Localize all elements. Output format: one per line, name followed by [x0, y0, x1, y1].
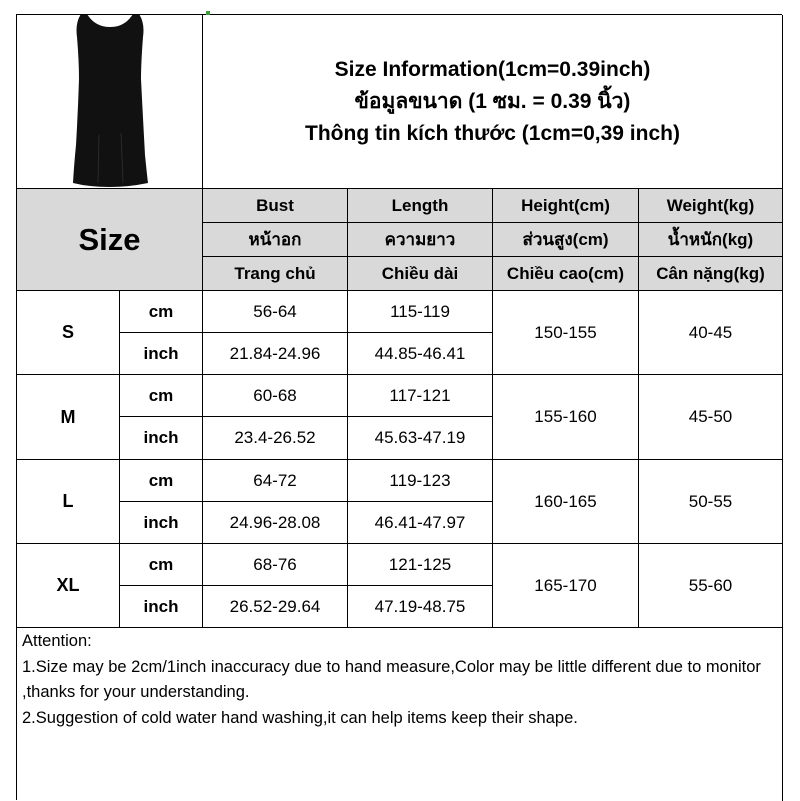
length-inch-l: 46.41-47.97: [348, 502, 493, 544]
size-label-xl: XL: [17, 544, 120, 628]
black-dress-icon: [17, 15, 203, 189]
col-height-en: Height(cm): [493, 189, 639, 223]
unit-cm-xl: cm: [120, 544, 203, 586]
weight-xl: 55-60: [639, 544, 783, 628]
unit-inch-xl: inch: [120, 586, 203, 628]
bust-cm-s: 56-64: [203, 291, 348, 333]
col-weight-en: Weight(kg): [639, 189, 783, 223]
attention-heading: Attention:: [22, 632, 92, 650]
col-length-th: ความยาว: [348, 223, 493, 257]
length-inch-s: 44.85-46.41: [348, 333, 493, 375]
col-bust-th: หน้าอก: [203, 223, 348, 257]
weight-l: 50-55: [639, 460, 783, 544]
height-xl: 165-170: [493, 544, 639, 628]
title-vietnamese: Thông tin kích thước (1cm=0,39 inch): [305, 121, 680, 145]
bust-inch-l: 24.96-28.08: [203, 502, 348, 544]
title-english: Size Information(1cm=0.39inch): [334, 57, 651, 81]
attention-line-2: 2.Suggestion of cold water hand washing,it can help items keep their shape.: [22, 708, 578, 727]
col-weight-th: น้ำหนัก(kg): [639, 223, 783, 257]
col-length-vi: Chiều dài: [348, 257, 493, 291]
attention-line-1: 1.Size may be 2cm/1inch inaccuracy due to hand measure,Color may be little different due to monitor ,thanks for your understanding.: [22, 657, 761, 701]
size-chart: [16, 14, 782, 800]
unit-inch-s: inch: [120, 333, 203, 375]
weight-m: 45-50: [639, 375, 783, 460]
bust-inch-xl: 26.52-29.64: [203, 586, 348, 628]
length-cm-l: 119-123: [348, 460, 493, 502]
title-thai: ข้อมูลขนาด (1 ซม. = 0.39 นิ้ว): [354, 89, 631, 113]
unit-inch-l: inch: [120, 502, 203, 544]
col-bust-vi: Trang chủ: [203, 257, 348, 291]
bust-cm-l: 64-72: [203, 460, 348, 502]
bust-inch-m: 23.4-26.52: [203, 417, 348, 460]
bust-cm-xl: 68-76: [203, 544, 348, 586]
weight-s: 40-45: [639, 291, 783, 375]
product-image: [17, 15, 203, 189]
col-height-vi: Chiều cao(cm): [493, 257, 639, 291]
unit-inch-m: inch: [120, 417, 203, 460]
height-m: 155-160: [493, 375, 639, 460]
size-label-l: L: [17, 460, 120, 544]
unit-cm-l: cm: [120, 460, 203, 502]
height-s: 150-155: [493, 291, 639, 375]
height-l: 160-165: [493, 460, 639, 544]
col-height-th: ส่วนสูง(cm): [493, 223, 639, 257]
unit-cm-m: cm: [120, 375, 203, 417]
length-cm-xl: 121-125: [348, 544, 493, 586]
size-header: [17, 189, 203, 291]
length-cm-m: 117-121: [348, 375, 493, 417]
title-block: [203, 15, 783, 189]
attention-notes: [18, 629, 782, 731]
size-label-s: S: [17, 291, 120, 375]
bust-cm-m: 60-68: [203, 375, 348, 417]
unit-cm-s: cm: [120, 291, 203, 333]
col-weight-vi: Cân nặng(kg): [639, 257, 783, 291]
size-header-label: Size: [78, 221, 141, 257]
size-label-m: M: [17, 375, 120, 460]
length-inch-xl: 47.19-48.75: [348, 586, 493, 628]
col-bust-en: Bust: [203, 189, 348, 223]
length-inch-m: 45.63-47.19: [348, 417, 493, 460]
bust-inch-s: 21.84-24.96: [203, 333, 348, 375]
length-cm-s: 115-119: [348, 291, 493, 333]
col-length-en: Length: [348, 189, 493, 223]
